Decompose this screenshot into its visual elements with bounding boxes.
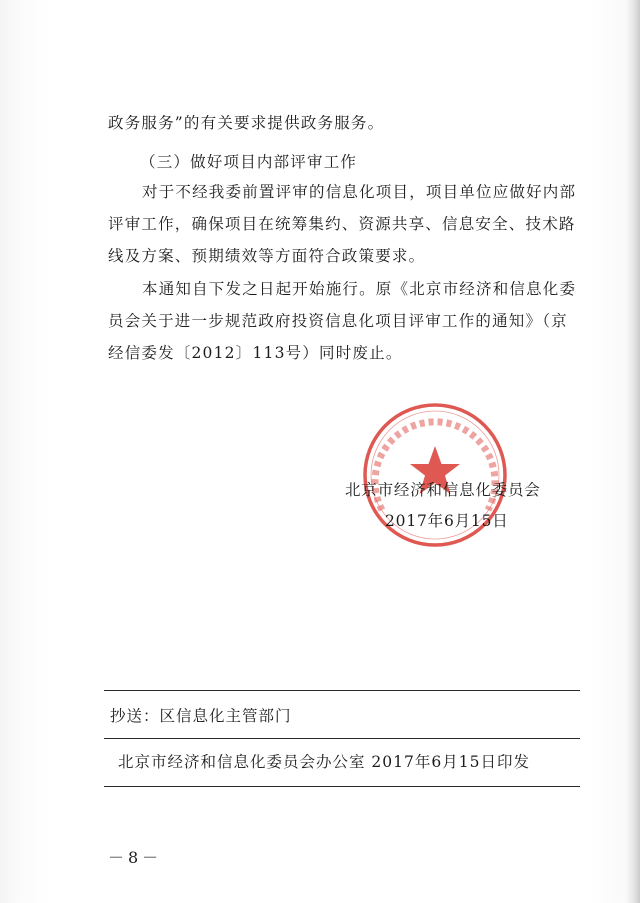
page-number: －8－ (108, 848, 163, 867)
cc-recipients: 抄送：区信息化主管部门 (110, 707, 292, 725)
footer-rule-bottom (104, 786, 580, 787)
body-line-6: 本通知自下发之日起开始施行。原《北京市经济和信息化委 (142, 280, 577, 298)
signing-organization: 北京市经济和信息化委员会 (345, 481, 541, 499)
body-line-5: 线及方案、预期绩效等方面符合政策要求。 (108, 247, 426, 265)
section-heading: （三）做好项目内部评审工作 (140, 153, 358, 171)
footer-rule-top (104, 690, 580, 691)
scan-shadow-edge (626, 0, 640, 903)
body-line-8: 经信委发〔2012〕113号）同时废止。 (108, 344, 403, 362)
signing-date: 2017年6月15日 (385, 512, 509, 530)
body-line-4: 评审工作，确保项目在统筹集约、资源共享、信息安全、技术路 (108, 215, 576, 233)
body-line-7: 员会关于进一步规范政府投资信息化项目评审工作的通知》（京 (108, 312, 568, 330)
footer-rule-middle (104, 738, 580, 739)
body-line-1: 政务服务”的有关要求提供政务服务。 (108, 114, 385, 132)
body-line-3: 对于不经我委前置评审的信息化项目，项目单位应做好内部 (142, 183, 577, 201)
issuer-line: 北京市经济和信息化委员会办公室 2017年6月15日印发 (118, 753, 530, 771)
